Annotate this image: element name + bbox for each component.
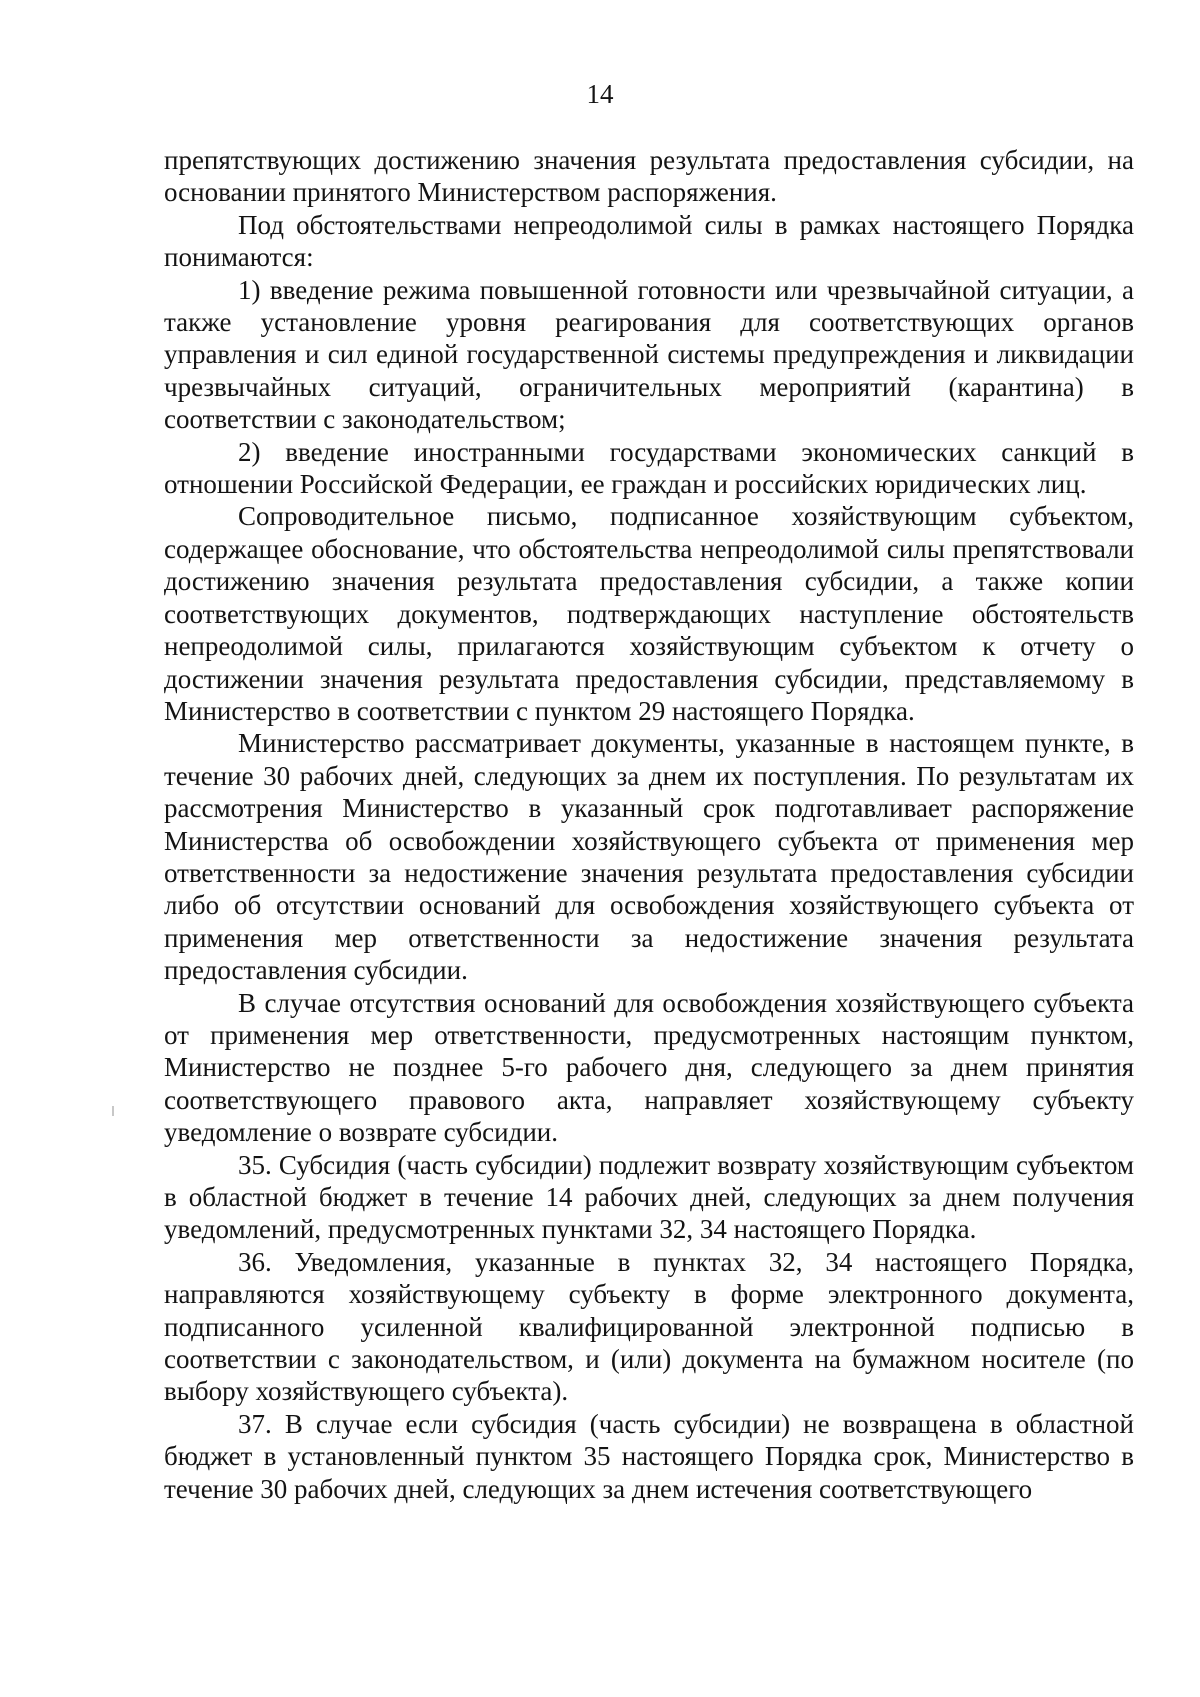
paragraph-ministry-review: Министерство рассматривает документы, указанные в настоящем пункте, в течение 30 рабочих дней, следующих за днем их поступления. По результатам их рассмотрения Министерство в указанный срок подготавливает распоряжение Министерства об освобождении хозяйствующего субъекта от применения мер ответственности за недостижение значения результата предоставления субсидии либо об отсутствии оснований для освобождения хозяйствующего субъекта от применения мер ответственности за недостижение значения результата предоставления субсидии.	[164, 728, 1134, 986]
paragraph-clause-35: 35. Субсидия (часть субсидии) подлежит возврату хозяйствующим субъектом в областной бюджет в течение 14 рабочих дней, следующих за днем получения уведомлений, предусмотренных пунктами 32, 34 настоящего Порядка.	[164, 1149, 1134, 1245]
document-body	[164, 144, 1134, 1505]
paragraph-clause-37: 37. В случае если субсидия (часть субсидии) не возвращена в областной бюджет в установленный пунктом 35 настоящего Порядка срок, Министерство в течение 30 рабочих дней, следующих за днем истечения соответствующего	[164, 1408, 1134, 1504]
paragraph-item-1: 1) введение режима повышенной готовности или чрезвычайной ситуации, а также установление уровня реагирования для соответствующих органов управления и сил единой государственной системы предупреждения и ликвидации чрезвычайных ситуаций, ограничительных мероприятий (карантина) в соответствии с законодательством;	[164, 274, 1134, 435]
scan-artifact-mark	[112, 1106, 114, 1116]
paragraph-no-grounds: В случае отсутствия оснований для освобождения хозяйствующего субъекта от применения мер ответственности, предусмотренных настоящим пунктом, Министерство не позднее 5-го рабочего дня, следующего за днем принятия соответствующего правового акта, направляет хозяйствующему субъекту уведомление о возврате субсидии.	[164, 987, 1134, 1148]
paragraph-cover-letter: Сопроводительное письмо, подписанное хозяйствующим субъектом, содержащее обоснование, что обстоятельства непреодолимой силы препятствовали достижению значения результата предоставления субсидии, а также копии соответствующих документов, подтверждающих наступление обстоятельств непреодолимой силы, прилагаются хозяйствующим субъектом к отчету о достижении значения результата предоставления субсидии, представляемому в Министерство в соответствии с пунктом 29 настоящего Порядка.	[164, 501, 1134, 726]
paragraph-clause-36: 36. Уведомления, указанные в пунктах 32, 34 настоящего Порядка, направляются хозяйствующему субъекту в форме электронного документа, подписанного усиленной квалифицированной электронной подписью в соответствии с законодательством, и (или) документа на бумажном носителе (по выбору хозяйствующего субъекта).	[164, 1246, 1134, 1407]
paragraph-item-2: 2) введение иностранными государствами экономических санкций в отношении Российской Федерации, ее граждан и российских юридических лиц.	[164, 436, 1134, 500]
paragraph-force-majeure-intro: Под обстоятельствами непреодолимой силы в рамках настоящего Порядка понимаются:	[164, 209, 1134, 273]
paragraph-continuation: препятствующих достижению значения результата предоставления субсидии, на основании принятого Министерством распоряжения.	[164, 145, 1134, 208]
page-number: 14	[586, 79, 614, 109]
